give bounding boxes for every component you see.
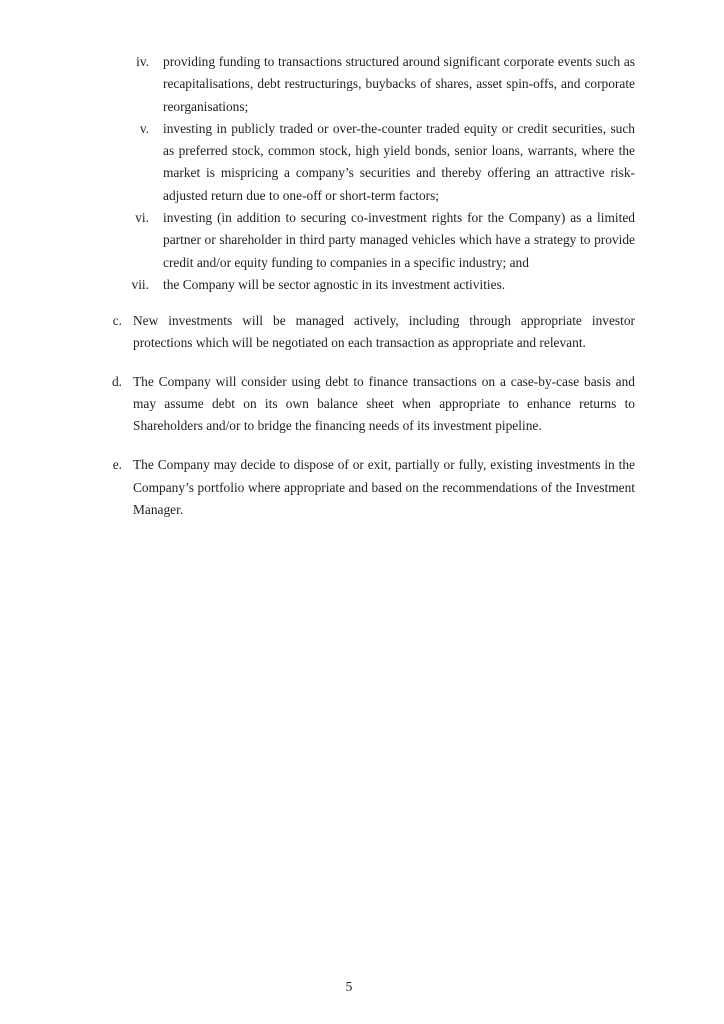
list-item-iv xyxy=(136,51,635,118)
page-content xyxy=(0,51,724,521)
list-item-c xyxy=(112,310,635,355)
roman-numeral-list xyxy=(0,51,724,296)
list-marker: c. xyxy=(112,312,122,328)
list-item-text: the Company will be sector agnostic in its investment activities. xyxy=(163,276,506,292)
list-marker: vii. xyxy=(131,276,149,292)
list-item-d xyxy=(111,371,635,438)
list-item-e xyxy=(112,454,635,521)
paragraph-text: The Company may decide to dispose of or exit, partially or fully, existing investments in the Company’s portfolio where appropriate and based on the recommendations of the Investment Manager. xyxy=(133,457,635,517)
list-marker: iv. xyxy=(136,54,149,69)
list-marker: vi. xyxy=(135,210,149,226)
list-marker: e. xyxy=(112,457,122,473)
list-item-text: providing funding to transactions structured around significant corporate events such as recapitalisations, debt restructurings, buybacks of shares, asset spin-offs, and corporate reorganisations; xyxy=(163,54,635,114)
list-marker: d. xyxy=(111,373,122,389)
page-number: 5 xyxy=(345,979,353,994)
letter-list xyxy=(0,310,724,521)
list-marker: v. xyxy=(139,120,149,136)
list-item-v xyxy=(139,118,635,207)
list-item-vii xyxy=(131,274,635,296)
list-item-text: investing (in addition to securing co-investment rights for the Company) as a limited partner or shareholder in third party managed vehicles which have a strategy to provide credit and/or equity funding to companies in a specific industry; and xyxy=(163,210,635,270)
list-item-vi xyxy=(135,207,635,274)
paragraph-text: The Company will consider using debt to finance transactions on a case-by-case basis and may assume debt on its own balance sheet when appropriate to enhance returns to Shareholders and/or to bridge the financing needs of its investment pipeline. xyxy=(133,373,635,434)
paragraph-text: New investments will be managed actively, including through appropriate investor protections which will be negotiated on each transaction as appropriate and relevant. xyxy=(133,312,635,351)
list-item-text: investing in publicly traded or over-the-counter traded equity or credit securities, such as preferred stock, common stock, high yield bonds, senior loans, warrants, where the market is mispricing a company’s securities and thereby offering an attractive risk-adjusted return due to one-off or short-term factors; xyxy=(163,120,635,203)
